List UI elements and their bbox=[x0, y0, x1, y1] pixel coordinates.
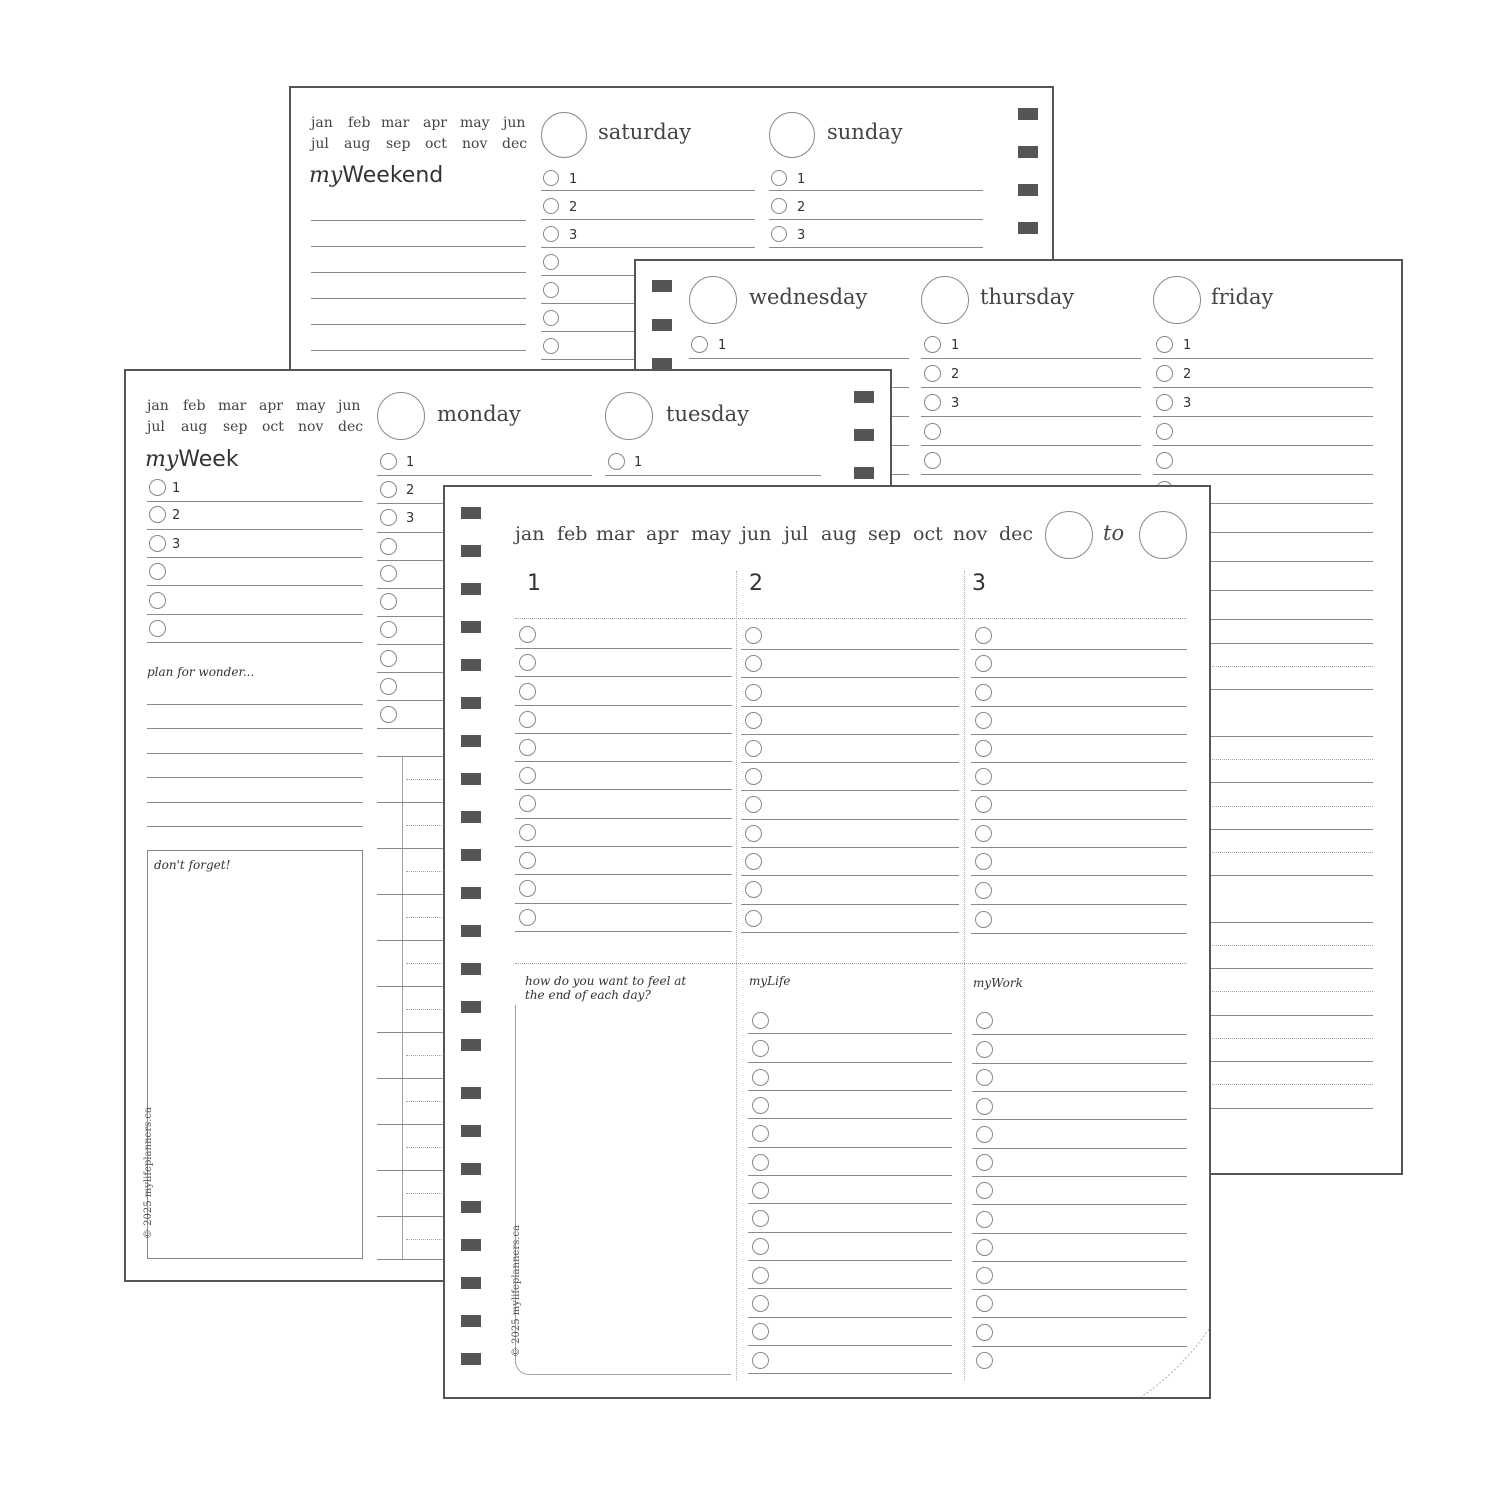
day-label: thursday bbox=[980, 285, 1075, 309]
checkbox-circle[interactable] bbox=[975, 882, 992, 899]
priority-number: 2 bbox=[951, 367, 960, 382]
priority-number: 1 bbox=[797, 172, 806, 187]
mywork-label: myWork bbox=[973, 976, 1023, 990]
checkbox-circle[interactable] bbox=[752, 1182, 769, 1199]
checkbox-circle[interactable] bbox=[924, 423, 941, 440]
checkbox-circle[interactable] bbox=[380, 650, 397, 667]
copyright: © 2025 mylifeplanners.ca bbox=[511, 1225, 522, 1357]
priority-number: 1 bbox=[569, 172, 578, 187]
checkbox-circle[interactable] bbox=[975, 655, 992, 672]
priority-number: 2 bbox=[406, 483, 415, 498]
month-label[interactable]: aug bbox=[344, 136, 371, 152]
checkbox-circle[interactable] bbox=[752, 1012, 769, 1029]
date-circle[interactable] bbox=[769, 112, 815, 158]
checkbox-circle[interactable] bbox=[519, 852, 536, 869]
copyright: © 2025 mylifeplanners.ca bbox=[143, 1107, 154, 1239]
checkbox-circle[interactable] bbox=[975, 911, 992, 928]
punch-hole bbox=[461, 1039, 481, 1051]
month-label[interactable]: jan bbox=[147, 398, 169, 414]
punch-hole bbox=[461, 963, 481, 975]
punch-hole bbox=[461, 1125, 481, 1137]
month-label[interactable]: feb bbox=[348, 115, 371, 131]
checkbox-circle[interactable] bbox=[519, 654, 536, 671]
checkbox-circle[interactable] bbox=[380, 453, 397, 470]
punch-hole bbox=[461, 621, 481, 633]
month-label[interactable]: feb bbox=[183, 398, 206, 414]
checkbox-circle[interactable] bbox=[149, 592, 166, 609]
day-label: tuesday bbox=[666, 402, 749, 426]
day-label: friday bbox=[1211, 285, 1274, 309]
checkbox-circle[interactable] bbox=[519, 824, 536, 841]
checkbox-circle[interactable] bbox=[745, 825, 762, 842]
checkbox-circle[interactable] bbox=[745, 768, 762, 785]
checkbox-circle[interactable] bbox=[745, 740, 762, 757]
date-circle[interactable] bbox=[605, 392, 653, 440]
page-title: myWeekend bbox=[309, 163, 444, 188]
checkbox-circle[interactable] bbox=[752, 1210, 769, 1227]
checkbox-circle[interactable] bbox=[752, 1238, 769, 1255]
day-label: saturday bbox=[598, 120, 692, 144]
month-label[interactable]: may bbox=[691, 523, 732, 545]
checkbox-circle[interactable] bbox=[519, 626, 536, 643]
to-label: to bbox=[1103, 521, 1125, 545]
punch-hole bbox=[461, 545, 481, 557]
month-label[interactable]: oct bbox=[262, 419, 284, 435]
checkbox-circle[interactable] bbox=[752, 1267, 769, 1284]
checkbox-circle[interactable] bbox=[543, 226, 559, 242]
punch-hole bbox=[461, 1353, 481, 1365]
plan-note: plan for wonder... bbox=[147, 665, 255, 679]
priority-number: 1 bbox=[406, 455, 415, 470]
priority-number: 2 bbox=[1183, 367, 1192, 382]
checkbox-circle[interactable] bbox=[543, 198, 559, 214]
checkbox-circle[interactable] bbox=[745, 910, 762, 927]
month-label[interactable]: nov bbox=[462, 136, 488, 152]
checkbox-circle[interactable] bbox=[924, 365, 941, 382]
checkbox-circle[interactable] bbox=[976, 1211, 993, 1228]
checkbox-circle[interactable] bbox=[745, 796, 762, 813]
month-label[interactable]: aug bbox=[181, 419, 208, 435]
punch-hole bbox=[461, 1315, 481, 1327]
checkbox-circle[interactable] bbox=[924, 336, 941, 353]
punch-hole bbox=[854, 467, 874, 479]
punch-hole bbox=[1018, 108, 1038, 120]
checkbox-circle[interactable] bbox=[380, 538, 397, 555]
punch-hole bbox=[461, 811, 481, 823]
checkbox-circle[interactable] bbox=[752, 1125, 769, 1142]
punch-hole bbox=[461, 925, 481, 937]
checkbox-circle[interactable] bbox=[975, 740, 992, 757]
checkbox-circle[interactable] bbox=[976, 1182, 993, 1199]
month-label[interactable]: may bbox=[460, 115, 490, 131]
month-label[interactable]: apr bbox=[423, 115, 448, 131]
month-label[interactable]: may bbox=[296, 398, 326, 414]
checkbox-circle[interactable] bbox=[543, 254, 559, 270]
checkbox-circle[interactable] bbox=[380, 678, 397, 695]
priority-number: 2 bbox=[172, 508, 181, 523]
checkbox-circle[interactable] bbox=[543, 310, 559, 326]
checkbox-circle[interactable] bbox=[519, 683, 536, 700]
punch-hole bbox=[1018, 222, 1038, 234]
month-label[interactable]: jul bbox=[784, 523, 809, 545]
checkbox-circle[interactable] bbox=[975, 712, 992, 729]
checkbox-circle[interactable] bbox=[975, 768, 992, 785]
month-label[interactable]: sep bbox=[223, 419, 248, 435]
checkbox-circle[interactable] bbox=[543, 282, 559, 298]
month-label[interactable]: jun bbox=[338, 398, 361, 414]
punch-hole bbox=[461, 1239, 481, 1251]
checkbox-circle[interactable] bbox=[976, 1012, 993, 1029]
checkbox-circle[interactable] bbox=[976, 1267, 993, 1284]
checkbox-circle[interactable] bbox=[752, 1352, 769, 1369]
checkbox-circle[interactable] bbox=[975, 853, 992, 870]
checkbox-circle[interactable] bbox=[745, 655, 762, 672]
punch-hole bbox=[854, 391, 874, 403]
month-label[interactable]: jul bbox=[311, 136, 329, 152]
day-label: wednesday bbox=[749, 285, 868, 309]
checkbox-circle[interactable] bbox=[519, 909, 536, 926]
month-label[interactable]: sep bbox=[386, 136, 411, 152]
column-number: 1 bbox=[527, 571, 541, 596]
month-label[interactable]: dec bbox=[999, 523, 1034, 545]
checkbox-circle[interactable] bbox=[380, 706, 397, 723]
checkbox-circle[interactable] bbox=[976, 1041, 993, 1058]
feel-writing-area[interactable] bbox=[515, 1005, 731, 1375]
month-label[interactable]: jun bbox=[503, 115, 526, 131]
day-label: monday bbox=[437, 402, 521, 426]
checkbox-circle[interactable] bbox=[976, 1295, 993, 1312]
checkbox-circle[interactable] bbox=[380, 593, 397, 610]
checkbox-circle[interactable] bbox=[1156, 452, 1173, 469]
checkbox-circle[interactable] bbox=[745, 684, 762, 701]
month-label[interactable]: jan bbox=[311, 115, 333, 131]
priority-number: 3 bbox=[797, 228, 806, 243]
checkbox-circle[interactable] bbox=[380, 621, 397, 638]
punch-hole bbox=[461, 1201, 481, 1213]
checkbox-circle[interactable] bbox=[745, 627, 762, 644]
month-label[interactable]: mar bbox=[218, 398, 247, 414]
month-label[interactable]: feb bbox=[557, 523, 588, 545]
checkbox-circle[interactable] bbox=[149, 620, 166, 637]
priority-number: 3 bbox=[951, 396, 960, 411]
feel-prompt: how do you want to feel at the end of each day? bbox=[525, 974, 687, 1002]
punch-hole bbox=[461, 1163, 481, 1175]
checkbox-circle[interactable] bbox=[1156, 394, 1173, 411]
checkbox-circle[interactable] bbox=[519, 739, 536, 756]
checkbox-circle[interactable] bbox=[149, 535, 166, 552]
date-circle[interactable] bbox=[377, 392, 425, 440]
checkbox-circle[interactable] bbox=[608, 453, 625, 470]
checkbox-circle[interactable] bbox=[519, 795, 536, 812]
checkbox-circle[interactable] bbox=[380, 481, 397, 498]
checkbox-circle[interactable] bbox=[924, 394, 941, 411]
month-label[interactable]: mar bbox=[596, 523, 635, 545]
punch-hole bbox=[461, 697, 481, 709]
punch-hole bbox=[461, 1087, 481, 1099]
checkbox-circle[interactable] bbox=[519, 880, 536, 897]
priority-number: 1 bbox=[1183, 338, 1192, 353]
month-label[interactable]: apr bbox=[646, 523, 679, 545]
dont-forget-box[interactable] bbox=[147, 850, 363, 1259]
checkbox-circle[interactable] bbox=[380, 565, 397, 582]
page-curl-icon bbox=[1139, 1327, 1211, 1399]
checkbox-circle[interactable] bbox=[752, 1295, 769, 1312]
punch-hole bbox=[461, 1001, 481, 1013]
checkbox-circle[interactable] bbox=[976, 1239, 993, 1256]
month-label[interactable]: sep bbox=[868, 523, 902, 545]
month-label[interactable]: apr bbox=[259, 398, 284, 414]
month-label[interactable]: oct bbox=[425, 136, 447, 152]
month-label[interactable]: nov bbox=[953, 523, 988, 545]
punch-hole bbox=[1018, 146, 1038, 158]
checkbox-circle[interactable] bbox=[771, 198, 787, 214]
checkbox-circle[interactable] bbox=[745, 712, 762, 729]
checkbox-circle[interactable] bbox=[1156, 336, 1173, 353]
day-label: sunday bbox=[827, 120, 903, 144]
checkbox-circle[interactable] bbox=[752, 1323, 769, 1340]
checkbox-circle[interactable] bbox=[691, 336, 708, 353]
date-circle[interactable] bbox=[921, 276, 969, 324]
dont-forget-label: don't forget! bbox=[154, 858, 231, 872]
checkbox-circle[interactable] bbox=[1156, 423, 1173, 440]
punch-hole bbox=[461, 1277, 481, 1289]
checkbox-circle[interactable] bbox=[745, 881, 762, 898]
punch-hole bbox=[461, 507, 481, 519]
month-label[interactable]: jun bbox=[741, 523, 772, 545]
checkbox-circle[interactable] bbox=[771, 170, 787, 186]
mylife-label: myLife bbox=[749, 974, 791, 988]
priority-number: 3 bbox=[569, 228, 578, 243]
priority-number: 3 bbox=[172, 537, 181, 552]
checkbox-circle[interactable] bbox=[976, 1352, 993, 1369]
checkbox-circle[interactable] bbox=[976, 1126, 993, 1143]
checkbox-circle[interactable] bbox=[752, 1069, 769, 1086]
month-label[interactable]: mar bbox=[381, 115, 410, 131]
month-label[interactable]: oct bbox=[913, 523, 943, 545]
checkbox-circle[interactable] bbox=[543, 170, 559, 186]
priority-number: 2 bbox=[569, 200, 578, 215]
punch-hole bbox=[854, 429, 874, 441]
checkbox-circle[interactable] bbox=[771, 226, 787, 242]
punch-hole bbox=[461, 773, 481, 785]
checkbox-circle[interactable] bbox=[149, 506, 166, 523]
punch-hole bbox=[461, 735, 481, 747]
checkbox-circle[interactable] bbox=[1156, 365, 1173, 382]
start-date-circle[interactable] bbox=[1045, 511, 1093, 559]
month-label[interactable]: aug bbox=[821, 523, 857, 545]
checkbox-circle[interactable] bbox=[745, 853, 762, 870]
checkbox-circle[interactable] bbox=[976, 1098, 993, 1115]
priority-number: 1 bbox=[718, 338, 727, 353]
punch-hole bbox=[461, 887, 481, 899]
column-number: 2 bbox=[749, 571, 763, 596]
priority-number: 1 bbox=[172, 481, 181, 496]
checkbox-circle[interactable] bbox=[149, 479, 166, 496]
checkbox-circle[interactable] bbox=[519, 711, 536, 728]
checkbox-circle[interactable] bbox=[380, 509, 397, 526]
checkbox-circle[interactable] bbox=[975, 684, 992, 701]
punch-hole bbox=[461, 583, 481, 595]
end-date-circle[interactable] bbox=[1139, 511, 1187, 559]
punch-hole bbox=[1018, 184, 1038, 196]
checkbox-circle[interactable] bbox=[924, 452, 941, 469]
checkbox-circle[interactable] bbox=[976, 1154, 993, 1171]
checkbox-circle[interactable] bbox=[752, 1040, 769, 1057]
priority-number: 3 bbox=[1183, 396, 1192, 411]
date-circle[interactable] bbox=[689, 276, 737, 324]
priority-number: 1 bbox=[951, 338, 960, 353]
checkbox-circle[interactable] bbox=[975, 825, 992, 842]
punch-hole bbox=[461, 659, 481, 671]
punch-hole bbox=[652, 280, 672, 292]
date-circle[interactable] bbox=[1153, 276, 1201, 324]
priority-number: 2 bbox=[797, 200, 806, 215]
checkbox-circle[interactable] bbox=[149, 563, 166, 580]
priority-number: 3 bbox=[406, 511, 415, 526]
month-label[interactable]: jul bbox=[147, 419, 165, 435]
front-page bbox=[443, 485, 1211, 1399]
priority-number: 1 bbox=[634, 455, 643, 470]
date-circle[interactable] bbox=[541, 112, 587, 158]
checkbox-circle[interactable] bbox=[752, 1154, 769, 1171]
checkbox-circle[interactable] bbox=[752, 1097, 769, 1114]
checkbox-circle[interactable] bbox=[519, 767, 536, 784]
checkbox-circle[interactable] bbox=[976, 1069, 993, 1086]
checkbox-circle[interactable] bbox=[975, 627, 992, 644]
month-label[interactable]: dec bbox=[338, 419, 364, 435]
column-number: 3 bbox=[972, 571, 986, 596]
checkbox-circle[interactable] bbox=[543, 338, 559, 354]
punch-hole bbox=[652, 319, 672, 331]
checkbox-circle[interactable] bbox=[975, 796, 992, 813]
punch-hole bbox=[461, 849, 481, 861]
checkbox-circle[interactable] bbox=[976, 1324, 993, 1341]
month-label[interactable]: jan bbox=[515, 523, 545, 545]
month-label[interactable]: nov bbox=[298, 419, 324, 435]
month-label[interactable]: dec bbox=[502, 136, 528, 152]
page-title: myWeek bbox=[145, 447, 239, 472]
